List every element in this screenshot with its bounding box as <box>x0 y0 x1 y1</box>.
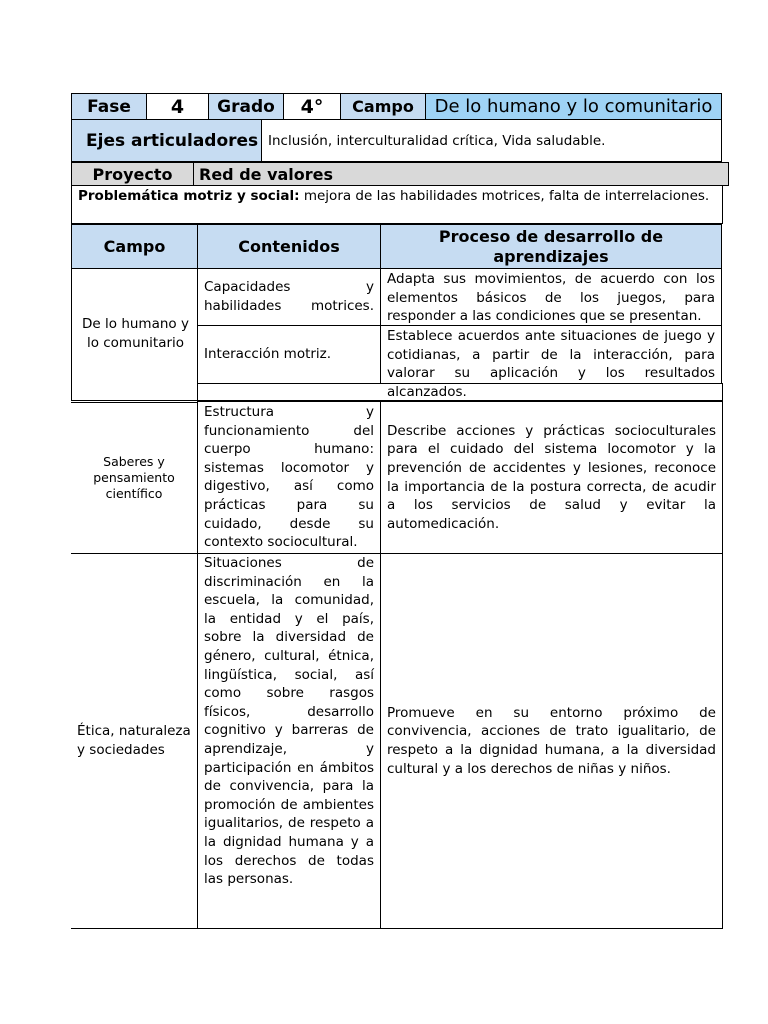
campo-label: Campo <box>340 93 426 120</box>
problematica-value: mejora de las habilidades motrices, falta de interrelaciones. <box>299 188 710 204</box>
grado-label: Grado <box>208 93 284 120</box>
problematica-row <box>71 186 723 224</box>
row3-proceso-text: Promueve en su entorno próximo de convivencia, acciones de trato igualitario, de respeto a la dignidad humana, a la diversidad cultural y a los derechos de niñas y niños. <box>387 704 716 777</box>
row3-proceso <box>380 553 723 929</box>
row1-contenido-2: Interacción motriz. <box>197 325 381 384</box>
proyecto-value: Red de valores <box>193 162 729 186</box>
header-campo: Campo <box>71 224 198 269</box>
row3-campo: Ética, naturaleza y sociedades <box>71 553 198 929</box>
row1-contenido-1 <box>197 268 381 326</box>
row2-contenido: Estructura y funcionamiento del cuerpo humano: sistemas locomotor y digestivo, así como prácticas para su cuidado, desde su contexto sociocultural. <box>197 401 381 553</box>
header-contenidos: Contenidos <box>197 224 381 269</box>
problematica-label: Problemática motriz y social: <box>78 188 300 204</box>
grado-value: 4° <box>283 93 341 120</box>
ejes-label: Ejes articuladores <box>71 119 262 162</box>
proyecto-label: Proyecto <box>71 162 194 186</box>
row1-proceso-1: Adapta sus movimientos, de acuerdo con los elementos básicos de los juegos, para responder a las condiciones que se presentan. <box>380 268 722 326</box>
row1-campo: De lo humano y lo comunitario <box>71 268 198 401</box>
row2-proceso-text: Describe acciones y prácticas socioculturales para el cuidado del sistema locomotor y la prevención de accidentes y lesiones, reconoce la importancia de la postura correcta, de acudir a los servicios de salud y evitar la automedicación. <box>387 422 716 532</box>
fase-value: 4 <box>146 93 209 120</box>
row1-empty-cell <box>197 383 723 401</box>
campo-value: De lo humano y lo comunitario <box>425 93 722 120</box>
row2-proceso <box>380 401 723 553</box>
fase-label: Fase <box>71 93 147 120</box>
ejes-value: Inclusión, interculturalidad crítica, Vida saludable. <box>261 119 722 162</box>
row1-contenido-1-text: Capacidades y habilidades motrices. <box>204 279 374 314</box>
row3-contenido: Situaciones de discriminación en la escuela, la comunidad, la entidad y el país, sobre la diversidad de género, cultural, étnica, lingüística, social, así como sobre rasgos físicos, desarrollo cognitivo y barreras de aprendizaje, y participación en ámbitos de convivencia, para la promoción de ambientes igualitarios, de respeto a la dignidad humana y a los derechos de todas las personas. <box>197 553 381 929</box>
row1-proceso-2: Establece acuerdos ante situaciones de juego y cotidianas, a partir de la interacción, para valorar su aplicación y los resultados alcanzados. <box>380 325 722 384</box>
header-proceso: Proceso de desarrollo de aprendizajes <box>380 224 722 269</box>
row2-campo: Saberes y pensamiento científico <box>71 402 198 553</box>
